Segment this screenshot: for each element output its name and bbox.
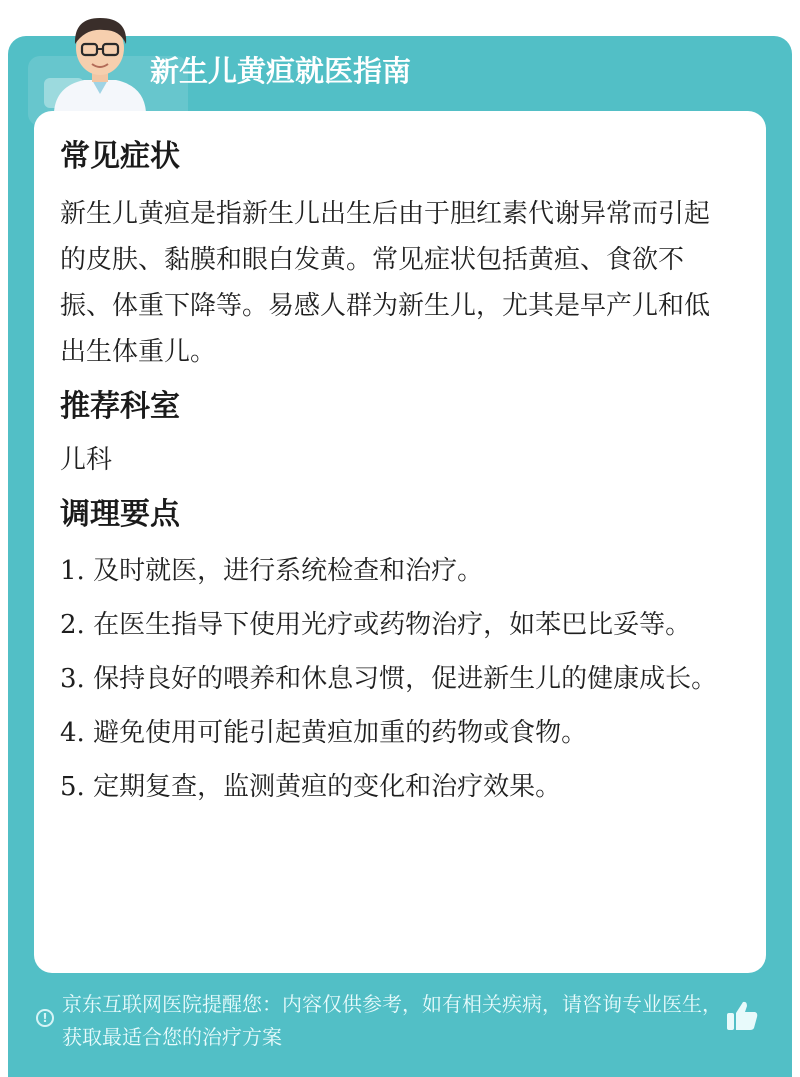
list-item-number: 1. [60,556,85,586]
list-item-text: 及时就医，进行系统检查和治疗。 [93,556,484,586]
list-item [60,711,726,755]
list-item-number: 5. [60,772,85,802]
list-item [60,657,726,701]
symptoms-text: 新生儿黄疸是指新生儿出生后由于胆红素代谢异常而引起的皮肤、黏膜和眼白发黄。常见症状包括黄疸、食欲不振、体重下降等。易感人群为新生儿，尤其是早产儿和低出生体重儿。 [60,199,711,367]
page-title: 新生儿黄疸就医指南 [150,54,412,88]
list-item-text: 保持良好的喂养和休息习惯，促进新生儿的健康成长。 [93,664,718,694]
list-item [60,549,726,593]
doctor-avatar [44,8,156,112]
list-item-number: 3. [60,664,85,694]
info-icon: ! [36,1009,54,1027]
disclaimer-text: 京东互联网医院提醒您：内容仅供参考，如有相关疾病，请咨询专业医生，获取最适合您的治疗方案 [62,992,722,1049]
thumbs-up-icon[interactable] [724,998,760,1034]
care-heading: 调理要点 [60,497,180,532]
list-item-text: 避免使用可能引起黄疸加重的药物或食物。 [93,718,588,748]
list-item-number: 2. [60,610,85,640]
content-card [34,111,766,973]
symptoms-heading: 常见症状 [60,139,180,174]
list-item [60,765,726,809]
department-heading: 推荐科室 [60,389,180,424]
list-item-text: 在医生指导下使用光疗或药物治疗，如苯巴比妥等。 [93,610,692,640]
list-item-number: 4. [60,718,85,748]
list-item [60,603,726,647]
list-item-text: 定期复查，监测黄疸的变化和治疗效果。 [93,772,562,802]
department-text: 儿科 [60,445,113,475]
care-list [60,549,726,809]
